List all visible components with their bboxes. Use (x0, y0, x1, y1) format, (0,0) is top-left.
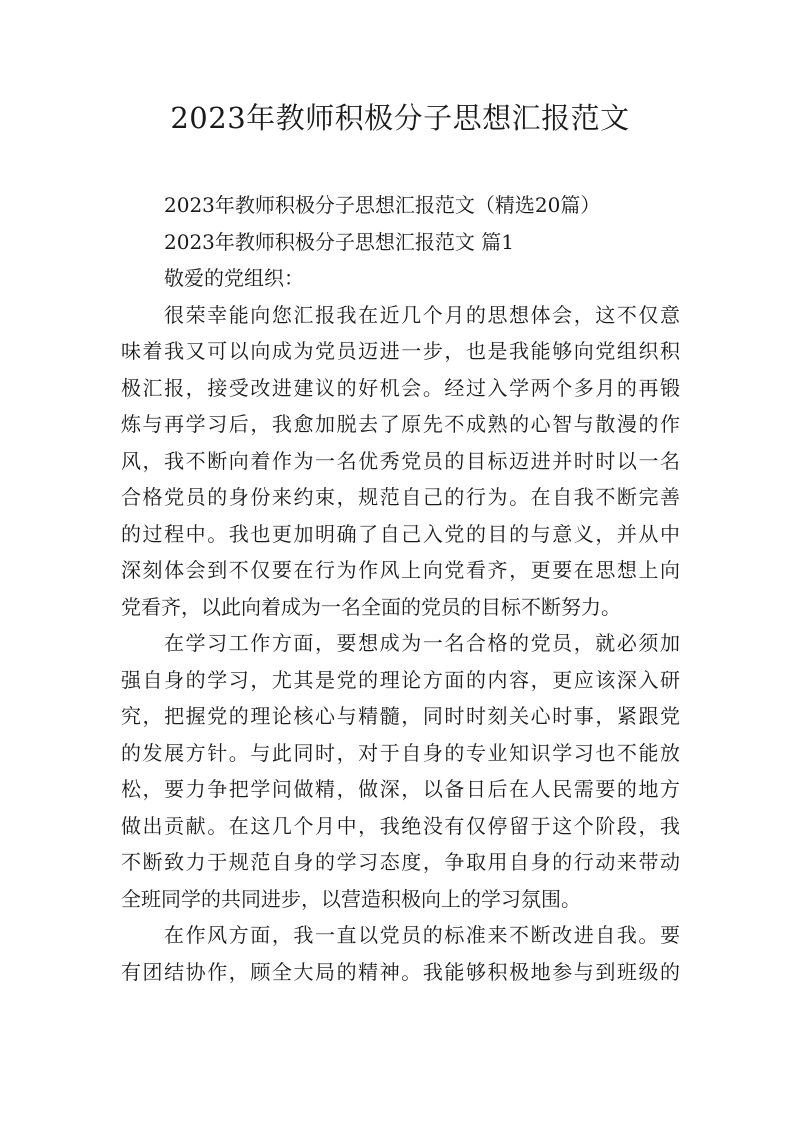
text-line: 2023年教师积极分子思想汇报范文（精选20篇） (164, 193, 601, 217)
text-line: 炼与再学习后，我愈加脱去了原先不成熟的心智与散漫的作 (121, 412, 680, 436)
text-line: 做出贡献。在这几个月中，我绝没有仅停留于这个阶段，我 (121, 813, 680, 838)
text-line: 强自身的学习，尤其是党的理论方面的内容，更应该深入研 (121, 667, 680, 692)
text-line: 合格党员的身份来约束，规范自己的行为。在自我不断完善 (121, 485, 680, 509)
text-line: 的过程中。我也更加明确了自己入党的目的与意义，并从中 (121, 521, 680, 546)
text-line: 究，把握党的理论核心与精髓，同时时刻关心时事，紧跟党 (121, 704, 680, 728)
text-line: 很荣幸能向您汇报我在近几个月的思想体会，这不仅意 (164, 302, 680, 327)
text-line: 在作风方面，我一直以党员的标准来不断改进自我。要 (164, 923, 680, 947)
text-line: 风，我不断向着作为一名优秀党员的目标迈进并时时以一名 (121, 448, 680, 473)
text-line: 味着我又可以向成为党员迈进一步，也是我能够向党组织积 (121, 339, 680, 363)
text-line: 不断致力于规范自身的学习态度，争取用自身的行动来带动 (121, 850, 680, 874)
document-title: 2023年教师积极分子思想汇报范文 (170, 101, 630, 135)
text-line: 敬爱的党组织： (164, 266, 304, 290)
text-line: 极汇报，接受改进建议的好机会。经过入学两个多月的再锻 (121, 375, 680, 400)
document-body (121, 187, 680, 990)
text-line: 松，要力争把学问做精，做深，以备日后在人民需要的地方 (121, 777, 680, 801)
text-line: 深刻体会到不仅要在行为作风上向党看齐，更要在思想上向 (121, 558, 680, 582)
text-line: 全班同学的共同进步，以营造积极向上的学习氛围。 (121, 886, 581, 911)
text-line: 2023年教师积极分子思想汇报范文 篇1 (164, 229, 514, 254)
text-line: 有团结协作，顾全大局的精神。我能够积极地参与到班级的 (121, 959, 680, 984)
text-line: 在学习工作方面，要想成为一名合格的党员，就必须加 (164, 631, 680, 655)
text-line: 党看齐，以此向着成为一名全面的党员的目标不断努力。 (121, 594, 621, 619)
text-line: 的发展方针。与此同时，对于自身的专业知识学习也不能放 (121, 740, 680, 765)
